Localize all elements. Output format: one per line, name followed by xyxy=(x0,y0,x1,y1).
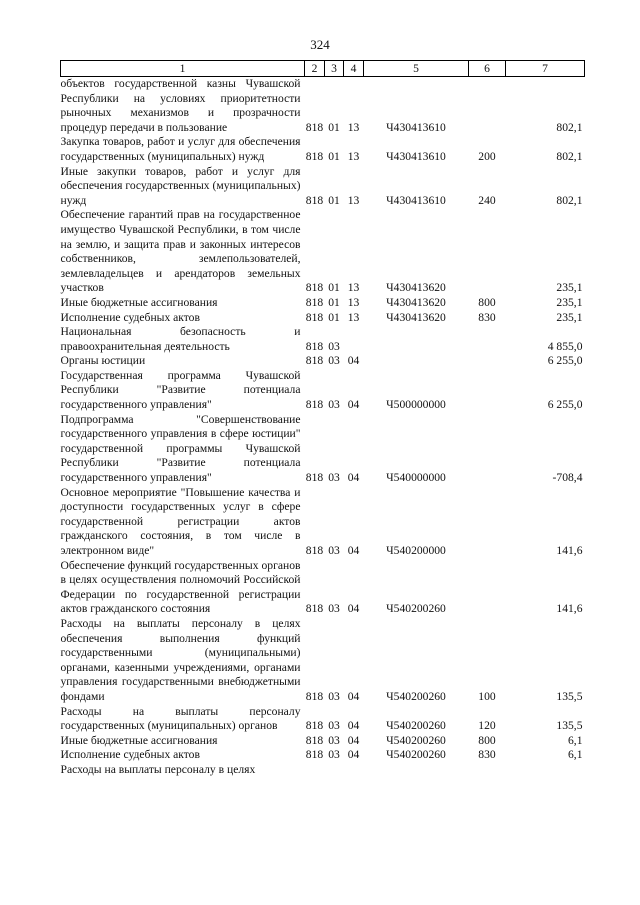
row-subsection: 13 xyxy=(347,281,360,295)
row-ministry-code: 818 xyxy=(305,310,324,324)
table-row xyxy=(61,135,585,164)
row-subsection: 04 xyxy=(347,544,360,557)
row-target-article: Ч540200000 xyxy=(386,544,446,557)
table-row xyxy=(61,705,585,734)
row-target-article: Ч540200260 xyxy=(386,733,446,747)
row-section: 01 xyxy=(328,193,340,207)
row-amount: 6 255,0 xyxy=(547,354,583,368)
table-row xyxy=(61,763,585,778)
row-name-text: Подпрограмма "Совершенствование государственного управления в сфере юстиции" государственной программы Чувашской Республики "Развитие потенциала государственного управления" xyxy=(60,412,301,485)
row-subsection: 04 xyxy=(347,602,360,616)
row-expense-type xyxy=(469,763,506,778)
row-subsection: 13 xyxy=(347,310,360,324)
row-name xyxy=(61,705,305,734)
row-name-text: Обеспечение гарантий прав на государственное имущество Чувашской Республики, в том числе на землю, и защита прав и законных интересов собственников, землепользователей, землевладельцев и арендаторов земельных участков xyxy=(60,208,301,295)
column-header-7: 7 xyxy=(506,61,585,77)
row-amount: 141,6 xyxy=(556,602,583,616)
row-target-article: Ч500000000 xyxy=(386,398,446,412)
row-target-article: Ч540200260 xyxy=(386,602,446,616)
row-section: 01 xyxy=(328,281,340,295)
row-target-article: Ч430413610 xyxy=(386,193,446,207)
row-name xyxy=(61,748,305,763)
row-amount: 135,5 xyxy=(556,689,583,703)
table-row xyxy=(61,413,585,486)
row-name-text: Исполнение судебных актов xyxy=(60,310,200,324)
row-ministry-code: 818 xyxy=(305,354,324,368)
row-subsection: 04 xyxy=(347,354,360,368)
row-amount: 135,5 xyxy=(556,719,583,733)
row-name xyxy=(61,763,305,778)
budget-table xyxy=(60,60,585,778)
row-expense-type: 830 xyxy=(478,310,496,324)
row-section: 03 xyxy=(328,733,340,747)
row-target-article: Ч540200260 xyxy=(386,689,446,703)
row-target-article xyxy=(364,354,469,369)
row-target-article: Ч540200260 xyxy=(386,719,446,733)
row-expense-type: 800 xyxy=(478,733,496,747)
row-name xyxy=(61,369,305,413)
row-target-article: Ч540000000 xyxy=(386,471,446,485)
row-name-text: Расходы на выплаты персоналу государственных (муниципальных) органов xyxy=(60,704,301,733)
row-target-article: Ч430413610 xyxy=(386,120,446,134)
row-name-text: Расходы на выплаты персоналу в целях обеспечения выполнения функций государственными (муниципальными) органами, казенными учреждениями, органами управления государственными внебюджетными фондами xyxy=(60,616,301,703)
row-name xyxy=(61,325,305,354)
table-row xyxy=(61,559,585,617)
row-name xyxy=(61,296,305,311)
row-ministry-code: 818 xyxy=(305,602,324,616)
row-section: 03 xyxy=(328,544,340,557)
row-name-text: Закупка товаров, работ и услуг для обеспечения государственных (муниципальных) нужд xyxy=(60,135,301,163)
column-header-3: 3 xyxy=(325,61,344,77)
row-expense-type: 240 xyxy=(478,193,496,207)
row-section: 01 xyxy=(328,149,340,163)
row-expense-type xyxy=(469,413,506,486)
row-name xyxy=(61,734,305,749)
row-ministry-code: 818 xyxy=(305,120,324,134)
row-ministry-code: 818 xyxy=(305,733,324,747)
row-target-article: Ч430413610 xyxy=(386,149,446,163)
row-section xyxy=(325,763,344,778)
row-expense-type xyxy=(469,325,506,354)
row-subsection: 04 xyxy=(347,719,360,733)
row-name xyxy=(61,77,305,136)
row-ministry-code: 818 xyxy=(305,295,324,309)
row-ministry-code: 818 xyxy=(305,748,324,762)
row-expense-type xyxy=(469,486,506,559)
row-ministry-code: 818 xyxy=(305,281,324,295)
row-target-article: Ч430413620 xyxy=(386,295,446,309)
row-section: 03 xyxy=(328,354,340,368)
table-row xyxy=(61,208,585,296)
row-name xyxy=(61,354,305,369)
row-subsection: 13 xyxy=(347,149,360,163)
row-amount: 802,1 xyxy=(556,120,583,134)
row-amount: 802,1 xyxy=(556,193,583,207)
row-name-text: Иные бюджетные ассигнования xyxy=(60,733,218,747)
table-row xyxy=(61,748,585,763)
row-subsection: 04 xyxy=(347,398,360,412)
row-target-article: Ч540200260 xyxy=(386,748,446,762)
row-name-text: Иные бюджетные ассигнования xyxy=(60,295,218,309)
row-expense-type: 120 xyxy=(478,719,496,733)
row-name-text: Обеспечение функций государственных органов в целях осуществления полномочий Российской Федерации по государственной регистрации актов гражданского состояния xyxy=(60,558,301,616)
row-name-text: Исполнение судебных актов xyxy=(60,748,200,762)
row-ministry-code xyxy=(305,763,325,778)
table-row xyxy=(61,165,585,209)
row-ministry-code: 818 xyxy=(305,719,324,733)
table-row xyxy=(61,325,585,354)
row-ministry-code: 818 xyxy=(305,544,324,557)
row-amount: -708,4 xyxy=(552,471,583,485)
row-section: 03 xyxy=(328,748,340,762)
row-expense-type: 800 xyxy=(478,295,496,309)
row-expense-type: 200 xyxy=(478,149,496,163)
row-section: 03 xyxy=(328,602,340,616)
row-subsection xyxy=(344,325,364,354)
row-name-text: Органы юстиции xyxy=(60,354,146,368)
row-section: 03 xyxy=(328,689,340,703)
table-row xyxy=(61,486,585,559)
row-amount: 235,1 xyxy=(556,310,583,324)
row-name-text: объектов государственной казны Чувашской Республики на условиях приоритетности рыночных механизмов и прозрачности процедур передачи в пользование xyxy=(60,77,301,134)
row-amount: 235,1 xyxy=(556,295,583,309)
row-amount xyxy=(506,763,585,778)
row-name xyxy=(61,617,305,705)
row-section: 01 xyxy=(328,120,340,134)
row-subsection: 13 xyxy=(347,295,360,309)
column-header-2: 2 xyxy=(305,61,325,77)
row-subsection: 04 xyxy=(347,689,360,703)
table-row xyxy=(61,77,585,136)
row-section: 01 xyxy=(328,295,340,309)
table-row xyxy=(61,311,585,326)
row-amount: 802,1 xyxy=(556,149,583,163)
row-subsection: 04 xyxy=(347,733,360,747)
row-name xyxy=(61,486,305,559)
row-name xyxy=(61,208,305,296)
row-expense-type xyxy=(469,77,506,136)
row-name-text: Расходы на выплаты персоналу в целях xyxy=(60,762,256,776)
row-name-text: Национальная безопасность и правоохранительная деятельность xyxy=(60,325,301,353)
row-ministry-code: 818 xyxy=(305,339,324,353)
row-section: 03 xyxy=(328,339,340,353)
row-name xyxy=(61,413,305,486)
row-name-text: Иные закупки товаров, работ и услуг для обеспечения государственных (муниципальных) нужд xyxy=(60,164,301,207)
page-number: 324 xyxy=(310,37,330,52)
row-name xyxy=(61,165,305,209)
row-section: 01 xyxy=(328,310,340,324)
row-expense-type: 830 xyxy=(478,748,496,762)
row-subsection: 04 xyxy=(347,748,360,762)
row-target-article xyxy=(364,325,469,354)
row-section: 03 xyxy=(328,398,340,412)
column-header-6: 6 xyxy=(469,61,506,77)
row-amount: 6 255,0 xyxy=(547,398,583,412)
row-target-article xyxy=(364,763,469,778)
table-row xyxy=(61,354,585,369)
row-target-article: Ч430413620 xyxy=(386,281,446,295)
row-amount: 6,1 xyxy=(568,748,583,762)
row-section: 03 xyxy=(328,719,340,733)
row-name xyxy=(61,559,305,617)
table-row xyxy=(61,734,585,749)
row-subsection: 13 xyxy=(347,120,360,134)
row-amount: 141,6 xyxy=(556,544,583,557)
column-header-5: 5 xyxy=(364,61,469,77)
row-subsection: 13 xyxy=(347,193,360,207)
row-section: 03 xyxy=(328,471,340,485)
row-amount: 6,1 xyxy=(568,733,583,747)
row-ministry-code: 818 xyxy=(305,398,324,412)
row-expense-type: 100 xyxy=(478,689,496,703)
column-header-1: 1 xyxy=(61,61,305,77)
column-header-4: 4 xyxy=(344,61,364,77)
row-ministry-code: 818 xyxy=(305,193,324,207)
row-ministry-code: 818 xyxy=(305,471,324,485)
row-expense-type xyxy=(469,559,506,617)
row-ministry-code: 818 xyxy=(305,689,324,703)
row-name xyxy=(61,311,305,326)
row-target-article: Ч430413620 xyxy=(386,310,446,324)
row-subsection xyxy=(344,763,364,778)
row-name-text: Основное мероприятие "Повышение качества и доступности государственных услуг в сфере государственной регистрации актов гражданского состояния, в том числе в электронном виде" xyxy=(60,485,301,557)
row-expense-type xyxy=(469,354,506,369)
row-subsection: 04 xyxy=(347,471,360,485)
table-row xyxy=(61,617,585,705)
table-row xyxy=(61,296,585,311)
row-amount: 235,1 xyxy=(556,281,583,295)
table-row xyxy=(61,369,585,413)
row-ministry-code: 818 xyxy=(305,149,324,163)
row-expense-type xyxy=(469,208,506,296)
row-name-text: Государственная программа Чувашской Республики "Развитие потенциала государственного управления" xyxy=(60,368,301,412)
row-expense-type xyxy=(469,369,506,413)
row-amount: 4 855,0 xyxy=(547,339,583,353)
row-name xyxy=(61,135,305,164)
table-header-row xyxy=(61,61,585,77)
